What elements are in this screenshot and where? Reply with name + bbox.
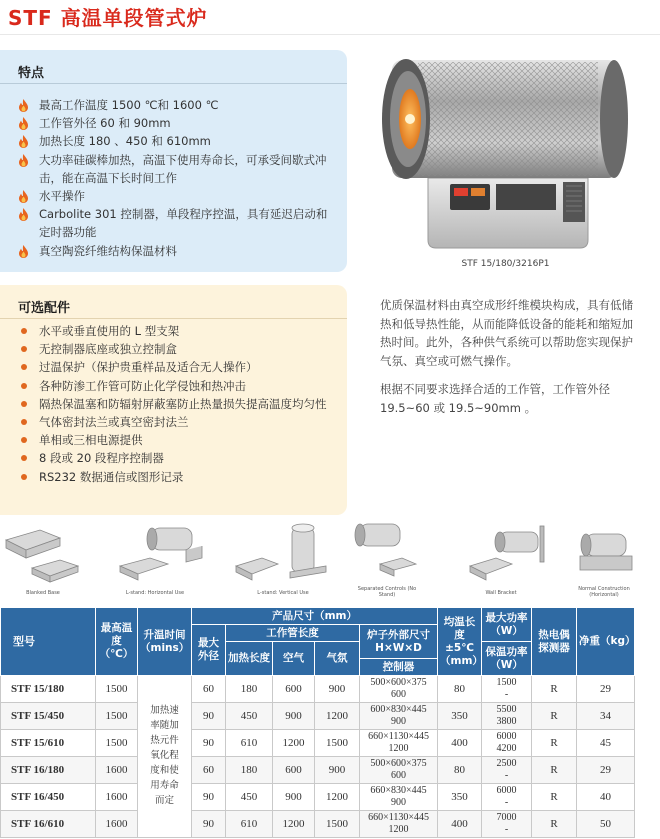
header-heat-time: 升温时间（mins） bbox=[138, 608, 192, 676]
header-heated-length: 加热长度 bbox=[226, 642, 273, 676]
cell-holding-power: 3800 bbox=[496, 716, 517, 727]
table-row bbox=[1, 703, 635, 730]
header-gas: 气氛 bbox=[315, 642, 360, 676]
cell-heated-length: 610 bbox=[226, 730, 273, 757]
option-text: 气体密封法兰或真空密封法兰 bbox=[39, 415, 189, 430]
bullet-icon bbox=[21, 328, 27, 334]
accessory-illustrations bbox=[0, 520, 660, 602]
cell-uniformity: 400 bbox=[438, 811, 482, 838]
cell-air: 900 bbox=[273, 784, 315, 811]
cell-controller: 1200 bbox=[388, 824, 409, 835]
cell-thermocouple: R bbox=[532, 757, 577, 784]
option-item bbox=[18, 468, 338, 486]
cell-model: STF 15/180 bbox=[1, 676, 96, 703]
header-model: 型号 bbox=[1, 608, 96, 676]
cell-external: 600×830×445 bbox=[370, 704, 427, 715]
features-list bbox=[18, 96, 338, 260]
cell-power bbox=[482, 784, 532, 811]
features-heading-divider bbox=[0, 83, 347, 84]
cell-uniformity: 80 bbox=[438, 676, 482, 703]
cell-max-temp: 1600 bbox=[96, 784, 138, 811]
cell-air: 900 bbox=[273, 703, 315, 730]
cell-weight: 40 bbox=[577, 784, 635, 811]
cell-uniformity: 350 bbox=[438, 784, 482, 811]
header-holding-power: 保温功率（W） bbox=[482, 642, 532, 676]
cell-heated-length: 450 bbox=[226, 784, 273, 811]
cell-thermocouple: R bbox=[532, 811, 577, 838]
feature-item bbox=[18, 242, 338, 260]
accessory-label-l-stand-vertical: L-stand: Vertical Use bbox=[257, 590, 309, 596]
cell-holding-power: - bbox=[504, 689, 509, 700]
option-text: 无控制器底座或独立控制盒 bbox=[39, 342, 177, 357]
bullet-icon bbox=[21, 419, 27, 425]
cell-heated-length: 450 bbox=[226, 703, 273, 730]
bullet-icon bbox=[21, 383, 27, 389]
flame-icon bbox=[18, 117, 29, 130]
bullet-icon bbox=[21, 474, 27, 480]
cell-weight: 29 bbox=[577, 676, 635, 703]
cell-heated-length: 180 bbox=[226, 757, 273, 784]
cell-max-od: 90 bbox=[192, 784, 226, 811]
cell-weight: 50 bbox=[577, 811, 635, 838]
cell-max-power: 1500 bbox=[496, 677, 517, 688]
cell-gas: 1500 bbox=[315, 811, 360, 838]
accessory-label-blanked-base: Blanked Base bbox=[26, 590, 60, 596]
table-row bbox=[1, 784, 635, 811]
options-list bbox=[18, 322, 338, 486]
cell-external-controller bbox=[360, 703, 438, 730]
feature-text: 加热长度 180 、450 和 610mm bbox=[39, 134, 211, 149]
header-thermocouple: 热电偶探测器 bbox=[532, 608, 577, 676]
flame-icon bbox=[18, 190, 29, 203]
bullet-icon bbox=[21, 455, 27, 461]
option-text: 过温保护（保护贵重样品及适合无人操作） bbox=[39, 360, 258, 375]
cell-external: 660×1130×445 bbox=[368, 731, 429, 742]
feature-text: 水平操作 bbox=[39, 189, 85, 204]
options-panel bbox=[0, 285, 347, 515]
cell-max-power: 6000 bbox=[496, 785, 517, 796]
cell-max-od: 90 bbox=[192, 730, 226, 757]
cell-controller: 600 bbox=[391, 770, 407, 781]
table-row bbox=[1, 811, 635, 838]
option-item bbox=[18, 358, 338, 376]
cell-gas: 1200 bbox=[315, 703, 360, 730]
cell-max-temp: 1500 bbox=[96, 730, 138, 757]
accessory-label-normal-construction: Normal Construction (Horizontal) bbox=[578, 586, 630, 598]
option-item bbox=[18, 413, 338, 431]
cell-external: 660×830×445 bbox=[370, 785, 427, 796]
accessory-label-separated-controls: Separated Controls (No Stand) bbox=[357, 586, 417, 598]
cell-external: 500×600×375 bbox=[370, 677, 427, 688]
cell-uniformity: 400 bbox=[438, 730, 482, 757]
option-item bbox=[18, 431, 338, 449]
feature-text: 工作管外径 60 和 90mm bbox=[39, 116, 171, 131]
cell-thermocouple: R bbox=[532, 676, 577, 703]
cell-max-temp: 1600 bbox=[96, 811, 138, 838]
page-title: STF 高温单段管式炉 bbox=[8, 6, 208, 30]
cell-holding-power: - bbox=[504, 824, 509, 835]
cell-model: STF 15/610 bbox=[1, 730, 96, 757]
cell-weight: 29 bbox=[577, 757, 635, 784]
feature-text: 最高工作温度 1500 ℃和 1600 ℃ bbox=[39, 98, 219, 112]
option-text: 单相或三相电源提供 bbox=[39, 433, 143, 448]
option-text: RS232 数据通信或图形记录 bbox=[39, 469, 184, 484]
features-heading: 特点 bbox=[18, 66, 45, 81]
option-text: 隔热保温塞和防辐射屏蔽塞防止热量损失提高温度均匀性 bbox=[39, 396, 327, 411]
cell-model: STF 16/180 bbox=[1, 757, 96, 784]
cell-external: 660×1130×445 bbox=[368, 812, 429, 823]
cell-gas: 1500 bbox=[315, 730, 360, 757]
cell-power bbox=[482, 676, 532, 703]
option-item bbox=[18, 322, 338, 340]
cell-power bbox=[482, 730, 532, 757]
feature-item bbox=[18, 187, 338, 205]
features-panel bbox=[0, 50, 347, 272]
header-air: 空气 bbox=[273, 642, 315, 676]
option-item bbox=[18, 395, 338, 413]
table-row bbox=[1, 730, 635, 757]
cell-power bbox=[482, 757, 532, 784]
cell-external-controller bbox=[360, 676, 438, 703]
bullet-icon bbox=[21, 364, 27, 370]
cell-power bbox=[482, 703, 532, 730]
cell-max-power: 2500 bbox=[496, 758, 517, 769]
cell-air: 600 bbox=[273, 676, 315, 703]
flame-icon bbox=[18, 245, 29, 258]
header-uniformity: 均温长度±5℃（mm） bbox=[438, 608, 482, 676]
bullet-icon bbox=[21, 437, 27, 443]
cell-external-controller bbox=[360, 757, 438, 784]
cell-model: STF 16/610 bbox=[1, 811, 96, 838]
option-item bbox=[18, 449, 338, 467]
title-divider bbox=[0, 34, 660, 35]
description-paragraph-2: 根据不同要求选择合适的工作管，工作管外径 19.5~60 或 19.5~90mm 。 bbox=[380, 382, 610, 415]
cell-gas: 900 bbox=[315, 676, 360, 703]
header-max-od: 最大外径 bbox=[192, 625, 226, 676]
cell-external-controller bbox=[360, 730, 438, 757]
flame-icon bbox=[18, 99, 29, 112]
cell-gas: 1200 bbox=[315, 784, 360, 811]
option-item bbox=[18, 340, 338, 358]
cell-controller: 900 bbox=[391, 797, 407, 808]
cell-max-temp: 1500 bbox=[96, 676, 138, 703]
header-tube-length: 工作管长度 bbox=[226, 625, 360, 642]
feature-item bbox=[18, 96, 338, 114]
cell-max-power: 7000 bbox=[496, 812, 517, 823]
table-row bbox=[1, 757, 635, 784]
cell-air: 1200 bbox=[273, 811, 315, 838]
cell-model: STF 15/450 bbox=[1, 703, 96, 730]
cell-holding-power: - bbox=[504, 797, 509, 808]
cell-heated-length: 610 bbox=[226, 811, 273, 838]
cell-max-temp: 1500 bbox=[96, 703, 138, 730]
bullet-icon bbox=[21, 401, 27, 407]
cell-max-od: 60 bbox=[192, 757, 226, 784]
image-caption: STF 15/180/3216P1 bbox=[461, 259, 550, 269]
tube-furnace-image bbox=[378, 50, 633, 255]
cell-controller: 900 bbox=[391, 716, 407, 727]
cell-external-controller bbox=[360, 784, 438, 811]
feature-text: Carbolite 301 控制器，单段程序控温，具有延迟启动和定时器功能 bbox=[39, 207, 328, 240]
feature-text: 大功率硅碳棒加热，高温下使用寿命长，可承受间歇式冲击，能在高温下长时间工作 bbox=[39, 152, 327, 185]
cell-max-power: 6000 bbox=[496, 731, 517, 742]
header-dimensions: 产品尺寸（mm） bbox=[192, 608, 438, 625]
cell-model: STF 16/450 bbox=[1, 784, 96, 811]
cell-power bbox=[482, 811, 532, 838]
option-text: 各种防渗工作管可防止化学侵蚀和热冲击 bbox=[39, 378, 246, 393]
flame-icon bbox=[18, 154, 29, 167]
cell-controller: 1200 bbox=[388, 743, 409, 754]
header-max-temp: 最高温度（℃） bbox=[96, 608, 138, 676]
header-controller: 控制器 bbox=[360, 659, 438, 676]
cell-external: 500×600×375 bbox=[370, 758, 427, 769]
flame-icon bbox=[18, 135, 29, 148]
cell-holding-power: 4200 bbox=[496, 743, 517, 754]
cell-air: 1200 bbox=[273, 730, 315, 757]
cell-heat-time-note: 加热速率随加热元件氧化程度和使用寿命而定 bbox=[138, 676, 192, 838]
cell-controller: 600 bbox=[391, 689, 407, 700]
cell-thermocouple: R bbox=[532, 784, 577, 811]
option-text: 8 段或 20 段程序控制器 bbox=[39, 451, 164, 466]
cell-max-od: 90 bbox=[192, 811, 226, 838]
cell-air: 600 bbox=[273, 757, 315, 784]
cell-weight: 45 bbox=[577, 730, 635, 757]
bullet-icon bbox=[21, 346, 27, 352]
cell-uniformity: 80 bbox=[438, 757, 482, 784]
feature-item bbox=[18, 132, 338, 150]
option-text: 水平或垂直使用的 L 型支架 bbox=[39, 324, 180, 338]
accessory-label-wall-bracket: Wall Bracket bbox=[485, 590, 517, 596]
cell-max-power: 5500 bbox=[496, 704, 517, 715]
feature-item bbox=[18, 205, 338, 241]
cell-thermocouple: R bbox=[532, 703, 577, 730]
options-heading: 可选配件 bbox=[18, 301, 71, 316]
cell-gas: 900 bbox=[315, 757, 360, 784]
option-item bbox=[18, 377, 338, 395]
header-external: 炉子外部尺寸H×W×D bbox=[360, 625, 438, 659]
cell-max-od: 90 bbox=[192, 703, 226, 730]
header-max-power: 最大功率（W） bbox=[482, 608, 532, 642]
cell-uniformity: 350 bbox=[438, 703, 482, 730]
description-paragraph-1: 优质保温材料由真空成形纤维模块构成，具有低储热和低导热性能，从而能降低设备的能耗和缩短加热时间。此外，各种供气系统可以帮助您实现保护气氛、真空或可燃气操作。 bbox=[380, 298, 633, 368]
feature-item bbox=[18, 114, 338, 132]
cell-heated-length: 180 bbox=[226, 676, 273, 703]
cell-holding-power: - bbox=[504, 770, 509, 781]
flame-icon bbox=[18, 208, 29, 221]
feature-item bbox=[18, 151, 338, 187]
header-weight: 净重（kg） bbox=[577, 608, 635, 676]
cell-max-temp: 1600 bbox=[96, 757, 138, 784]
cell-weight: 34 bbox=[577, 703, 635, 730]
specification-table bbox=[0, 607, 635, 838]
accessory-label-l-stand-horizontal: L-stand: Horizontal Use bbox=[125, 590, 185, 596]
feature-text: 真空陶瓷纤维结构保温材料 bbox=[39, 243, 177, 258]
cell-thermocouple: R bbox=[532, 730, 577, 757]
table-row bbox=[1, 676, 635, 703]
cell-external-controller bbox=[360, 811, 438, 838]
cell-max-od: 60 bbox=[192, 676, 226, 703]
options-heading-divider bbox=[0, 318, 347, 319]
